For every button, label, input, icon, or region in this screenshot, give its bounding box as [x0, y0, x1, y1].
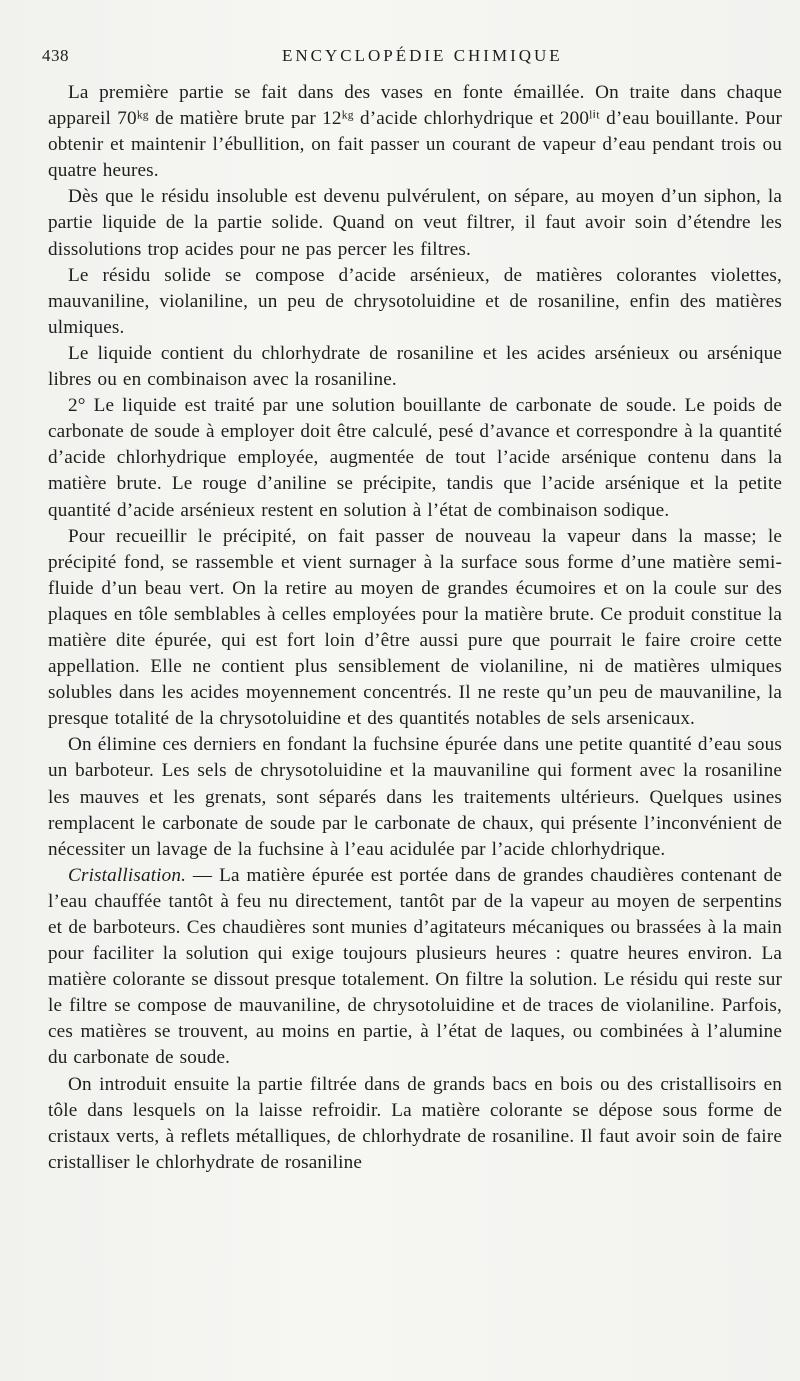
paragraph [48, 732, 782, 862]
paragraph-text: La première partie se fait dans des vases en fonte émaillée. On traite dans chaque appareil 70ᵏᵍ de matière brute par 12ᵏᵍ d’acide chlorhydrique et 200ˡⁱᵗ d’eau bouillante. Pour obtenir et maintenir l’ébullition, on fait passer un courant de vapeur d’eau pendant trois ou quatre heures. [48, 82, 782, 182]
paragraph-text: Pour recueillir le précipité, on fait passer de nouveau la vapeur dans la masse; le précipité fond, se rassemble et vient surnager à la surface sous forme d’une matière semi-fluide d’un beau vert. On la retire au moyen de grandes écumoires et on la coule sur des plaques en tôle semblables à celles employées pour la matière brute. Ce produit constitue la matière dite épurée, qui est fort loin d’être aussi pure que pourrait le faire croire cette appellation. Elle ne contient plus sensiblement de violaniline, ni de matières ulmiques solubles dans les acides moyennement concentrés. Il ne reste qu’un peu de mauvaniline, la presque totalité de la chrysotoluidine et des quantités notables de sels arsenicaux. [48, 525, 782, 730]
paragraph [48, 184, 782, 262]
body-text [48, 80, 782, 1176]
paragraph [48, 80, 782, 184]
paragraph-text: Le liquide contient du chlorhydrate de rosaniline et les acides arsénieux ou arsénique libres ou en combinaison avec la rosaniline. [48, 342, 782, 391]
running-title: ENCYCLOPÉDIE CHIMIQUE [282, 46, 563, 65]
paragraph [48, 1072, 782, 1176]
paragraph-text: On élimine ces derniers en fondant la fuchsine épurée dans une petite quantité d’eau sous un barboteur. Les sels de chrysotoluidine et la mauvaniline qui forment avec la rosaniline les mauves et les grenats, sont séparés dans les traitements ultérieurs. Quelques usines remplacent le carbonate de soude par le carbonate de chaux, qui présente l’inconvénient de nécessiter un lavage de la fuchsine à l’eau acidulée par l’acide chlorhydrique. [48, 734, 782, 860]
section-lead-italic: Cristallisation. [68, 864, 187, 886]
paragraph [48, 263, 782, 341]
paragraph [48, 524, 782, 733]
page-header [42, 46, 762, 72]
paragraph-text: Le résidu solide se compose d’acide arsénieux, de matières colorantes violettes, mauvaniline, violaniline, un peu de chrysotoluidine et de rosaniline, enfin des matières ulmiques. [48, 264, 782, 338]
paragraph-text: — La matière épurée est portée dans de grandes chaudières contenant de l’eau chauffée tantôt à feu nu directement, tantôt par de la vapeur au moyen de serpentins et de barboteurs. Ces chaudières sont munies d’agitateurs mécaniques ou brassées à la main pour faciliter la solution qui exige toujours plusieurs heures : quatre heures environ. La matière colorante se dissout presque totalement. On filtre la solution. Le résidu qui reste sur le filtre se compose de mauvaniline, de chrysotoluidine et de traces de violaniline. Parfois, ces matières se trouvent, au moins en partie, à l’état de laques, ou combinées à l’alumine du carbonate de soude. [48, 864, 782, 1069]
paragraph-text: 2° Le liquide est traité par une solution bouillante de carbonate de soude. Le poids de carbonate de soude à employer doit être calculé, pesé d’avance et correspondre à la quantité d’acide chlorhydrique employée, augmentée de tout l’acide arsénique contenu dans la matière brute. Le rouge d’aniline se précipite, tandis que l’acide arsénique et la petite quantité d’acide arsénieux restent en solution à l’état de combinaison sodique. [48, 395, 782, 521]
page-number: 438 [42, 46, 69, 65]
paragraph [48, 863, 782, 1072]
paragraph-text: Dès que le résidu insoluble est devenu pulvérulent, on sépare, au moyen d’un siphon, la partie liquide de la partie solide. Quand on veut filtrer, il faut avoir soin d’étendre les dissolutions trop acides pour ne pas percer les filtres. [48, 186, 782, 260]
paragraph [48, 341, 782, 393]
paragraph [48, 393, 782, 523]
paragraph-text: On introduit ensuite la partie filtrée dans de grands bacs en bois ou des cristallisoirs en tôle dans lesquels on la laisse refroidir. La matière colorante se dépose sous forme de cristaux verts, à reflets métalliques, de chlorhydrate de rosaniline. Il faut avoir soin de faire cristalliser le chlorhydrate de rosaniline [48, 1073, 782, 1173]
